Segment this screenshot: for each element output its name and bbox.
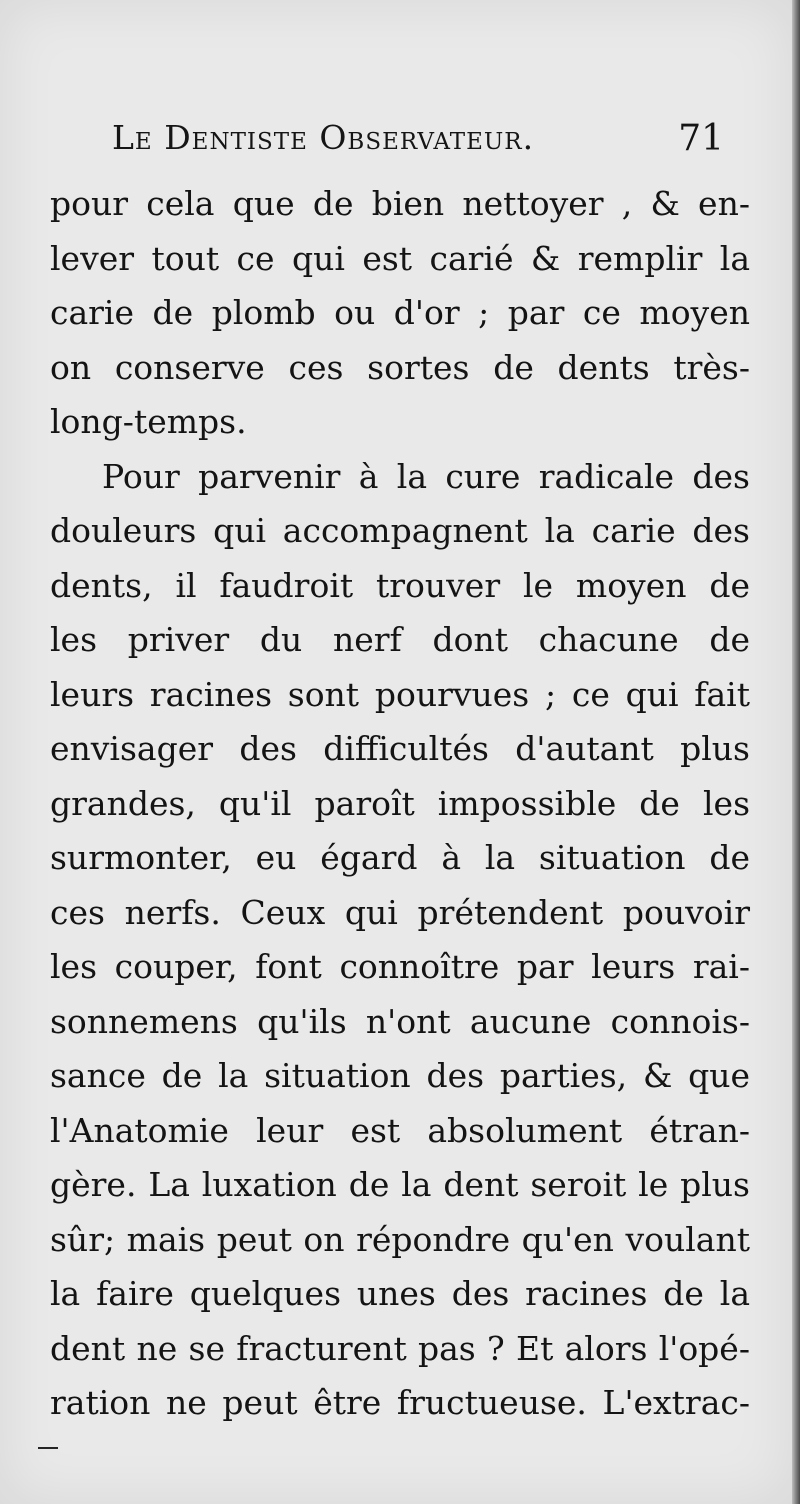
text-line: envisager des difficultés d'autant plus bbox=[50, 729, 750, 768]
text-line: on conserve ces sortes de dents très- bbox=[50, 347, 750, 387]
text-line: l'Anatomie leur est absolument étran- bbox=[50, 1110, 750, 1150]
text-line: leurs racines sont pourvues ; ce qui fait bbox=[50, 674, 750, 714]
text-line: les priver du nerf dont chacune de bbox=[50, 620, 750, 659]
text-line: sonnemens qu'ils n'ont aucune connois- bbox=[50, 1001, 750, 1041]
running-title: Le Dentiste Observateur. bbox=[112, 118, 535, 157]
text-line: ration ne peut être fructueuse. L'extrac- bbox=[50, 1383, 750, 1422]
text-line: sance de la situation des parties, & que bbox=[50, 1056, 750, 1095]
text-line: carie de plomb ou d'or ; par ce moyen bbox=[50, 293, 750, 332]
text-line: gère. La luxation de la dent seroit le plus bbox=[50, 1165, 750, 1204]
text-line: douleurs qui accompagnent la carie des bbox=[50, 511, 750, 550]
text-line: dents, il faudroit trouver le moyen de bbox=[50, 565, 750, 605]
text-line: surmonter, eu égard à la situation de bbox=[50, 838, 750, 877]
text-line: les couper, font connoître par leurs rai- bbox=[50, 947, 750, 986]
body-text bbox=[50, 177, 750, 1431]
paragraph-start-line: Pour parvenir à la cure radicale des bbox=[102, 456, 750, 496]
page-header bbox=[112, 118, 724, 168]
text-line: ces nerfs. Ceux qui prétendent pouvoir bbox=[50, 892, 750, 932]
text-line: la faire quelques unes des racines de la bbox=[50, 1274, 750, 1313]
text-line: dent ne se fracturent pas ? Et alors l'opé- bbox=[50, 1328, 750, 1368]
text-line: sûr; mais peut on répondre qu'en voulant bbox=[50, 1219, 750, 1259]
page-number: 71 bbox=[678, 118, 724, 159]
text-line: lever tout ce qui est carié & remplir la bbox=[50, 238, 750, 278]
text-line: long-temps. bbox=[50, 402, 247, 441]
page-edge-shadow bbox=[792, 0, 800, 1504]
text-line: grandes, qu'il paroît impossible de les bbox=[50, 783, 750, 823]
text-line: pour cela que de bien nettoyer , & en- bbox=[50, 184, 750, 223]
margin-mark bbox=[38, 1447, 58, 1449]
